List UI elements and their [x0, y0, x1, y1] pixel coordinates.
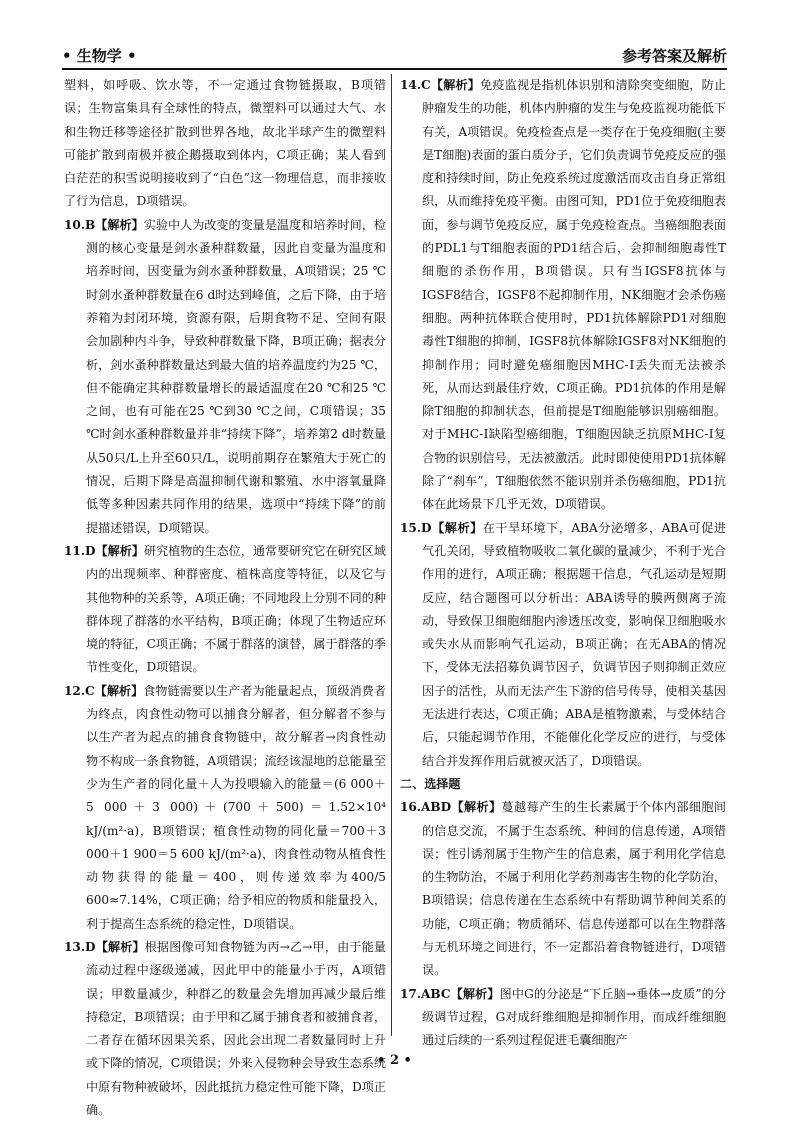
item-answer: C: [85, 683, 95, 698]
section-title: 二、选择题: [400, 776, 461, 791]
item-number: 16.: [400, 800, 422, 815]
item-text: 根据图像可知食物链为丙→乙→甲，由于能量流动过程中逐级递减，因此甲中的能量小于丙，A项错误；甲数量减少，种群乙的数量会先增加再减少最后维持稳定，B项错误；由于甲和乙属于捕食者和被捕食者，二者存在循环因果关系，因此会出现二者数量同时上升或下降的情况，C项错误；外来入侵物种会导致生态系统中原有物种被破坏，因此抵抗力稳定性可能下降，D项正确。: [86, 939, 386, 1118]
answer-item-13: [64, 936, 386, 1122]
item-number: 17.: [400, 986, 422, 1001]
answer-item-17: [400, 983, 726, 1053]
item-answer: C: [421, 78, 431, 92]
answer-item-12: [64, 680, 386, 936]
left-column: [64, 74, 386, 1122]
analysis-tag: 【解析】: [450, 986, 500, 1001]
item-text: 蔓越莓产生的生长素属于个体内部细胞间的信息交流，不属于生态系统、种间的信息传递，A项错误；性引诱剂属于生物产生的信息素，属于利用化学信息的生物防治，不属于利用化学药剂毒害生物的化学防治，B项错误；信息传递在生态系统中有帮助调节种间关系的功能，C项正确；物质循环、信息传递都可以在生物群落与无机环境之间进行，不一定都沿着食物链进行，D项错误。: [422, 800, 726, 978]
answer-item-10: [64, 214, 386, 540]
analysis-tag: 【解析】: [431, 520, 483, 535]
item-text: 在干旱环境下，ABA分泌增多，ABA可促进气孔关闭，导致植物吸收二氧化碳的量减少，不利于光合作用的进行，A项正确；根据题干信息，气孔运动是短期反应，结合题图可以分析出：ABA诱导的膜两侧离子流动，导致保卫细胞细胞内渗透压改变，影响保卫细胞吸水或失水从而影响气孔运动，B项正确；在无ABA的情况下，受体无法招募负调节因子，负调节因子则抑制正效应因子的活性，从而无法产生下游的信号传导，使相关基因无法进行表达，C项正确；ABA是植物激素，与受体结合后，只能起调节作用，不能催化化学反应的进行，与受体结合并发挥作用后就被灭活了，D项错误。: [422, 520, 726, 768]
item-number: 12.: [64, 683, 86, 698]
item-text: 免疫监视是指机体识别和清除突变细胞，防止肿瘤发生的功能，机体内肿瘤的发生与免疫监视功能低下有关，A项错误。免疫检查点是一类存在于免疫细胞(主要是T细胞)表面的蛋白质分子，它们负责调节免疫反应的强度和持续时间，防止免疫系统过度激活而攻击自身正常组织，从而维持免疫平衡。由图可知，PD1位于免疫细胞表面，参与调节免疫反应，属于免疫检查点。当癌细胞表面的PDL1与T细胞表面的PD1结合后，会抑制细胞毒性T细胞的杀伤作用，B项错误。只有当IGSF8抗体与IGSF8结合，IGSF8不起抑制作用，NK细胞才会杀伤癌细胞。两种抗体联合使用时，PD1抗体解除PD1对细胞毒性T细胞的抑制，IGSF8抗体解除IGSF8对NK细胞的抑制作用；同时避免癌细胞因MHC-Ⅰ丢失而无法被杀死，从而达到最佳疗效，C项正确。PD1抗体的作用是解除T细胞的抑制状态，但前提是T细胞能够识别癌细胞。对于MHC-Ⅰ缺陷型癌细胞，T细胞因缺乏抗原MHC-Ⅰ复合物的识别信号，无法被激活。此时即使使用PD1抗体解除了“刹车”，T细胞依然不能识别并杀伤癌细胞，PD1抗体在此场景下几乎无效，D项错误。: [422, 78, 726, 512]
page-number: • 2 •: [377, 1053, 412, 1068]
answer-item-14: [400, 74, 726, 517]
item-answer: D: [85, 543, 96, 558]
item-text: 图中G的分泌是“下丘脑→垂体→皮质”的分级调节过程，G对成纤维细胞是抑制作用，而成纤维细胞通过后续的一系列过程促进毛囊细胞产: [422, 986, 726, 1048]
item-text: 实验中人为改变的变量是温度和培养时间，检测的核心变量是剑水蚤种群数量，因此自变量为温度和培养时间，因变量为剑水蚤种群数量，A项错误；25 ℃时剑水蚤种群数量在6 d时达到峰值，之后下降，由于培养箱为封闭环境，资源有限，后期食物不足、空间有限会加剧种内斗争，导致种群数量下降，B项正确；据表分析，剑水蚤种群数量达到最大值的培养温度约为25 ℃，但不能确定其种群数量增长的最适温度在20 ℃和25 ℃之间，也有可能在25 ℃到30 ℃之间，C项错误；35 ℃时剑水蚤种群数量并非“持续下降”，培养第2 d时数量从50只/L上升至60只/L，说明前期存在繁殖大于死亡的情况，后期下降是高温抑制代谢和繁殖、水中溶氧量降低等多种因素共同作用的结果，选项中“持续下降”的前提描述错误，D项错误。: [86, 217, 386, 535]
item-answer: ABD: [421, 800, 452, 815]
answer-item-16: [400, 796, 726, 982]
analysis-tag: 【解析】: [451, 800, 502, 815]
item-number: 14.: [400, 78, 422, 92]
item-number: 11.: [64, 543, 86, 558]
item-answer: D: [85, 939, 96, 954]
item-number: 13.: [64, 939, 86, 954]
item-answer: B: [85, 217, 96, 232]
item-text: 研究植物的生态位，通常要研究它在研究区域内的出现频率、种群密度、植株高度等特征，以及它与其他物种的关系等，A项正确；不同地段上分别不同的种群体现了群落的水平结构，B项正确；体现了生物适应环境的特征，C项正确；不属于群落的演替，属于群落的季节性变化，D项错误。: [86, 543, 386, 675]
header-title: 参考答案及解析: [621, 47, 727, 65]
analysis-tag: 【解析】: [430, 78, 481, 92]
analysis-tag: 【解析】: [94, 683, 144, 698]
item-text: 食物链需要以生产者为能量起点，顶级消费者为终点，肉食性动物可以捕食分解者，但分解者不参与以生产者为起点的捕食食物链中，故分解者→肉食性动物不构成一条食物链，A项错误；流经该湿地的总能量至少为生产者的同化量＋人为投喂输入的能量＝(6 000＋5 000＋3 000)＋(700＋500)＝1.52×10⁴ kJ/(m²·a)，B项错误；植食性动物的同化量＝700＋3 000＋1 900＝5 600 kJ/(m²·a)，肉食性动物从植食性动物获得的能量＝400，则传递效率为400/5 600≈7.14%，C项正确；给予相应的物质和能量投入，利于提高生态系统的稳定性，D项错误。: [86, 683, 386, 931]
analysis-tag: 【解析】: [95, 217, 144, 232]
answer-item-11: [64, 540, 386, 680]
answer-item-15: [400, 517, 726, 773]
right-column: [400, 74, 726, 1052]
item-answer: D: [421, 520, 432, 535]
analysis-tag: 【解析】: [95, 939, 145, 954]
continuation-paragraph: 塑料，如呼吸、饮水等，不一定通过食物链摄取，B项错误；生物富集具有全球性的特点，微塑料可以通过大气、水和生物迁移等途径扩散到世界各地，故北半球产生的微塑料可能扩散到南极并被企鹅摄取到体内，C项正确；某人看到白茫茫的积雪说明接收到了“白色”这一物理信息，而非接收了行为信息，D项错误。: [64, 78, 386, 209]
item-number: 10.: [64, 217, 86, 232]
header-subject: • 生物学 •: [62, 47, 137, 65]
page-header: [62, 44, 727, 66]
analysis-tag: 【解析】: [95, 543, 144, 558]
header-rule: [62, 68, 727, 70]
item-answer: ABC: [421, 986, 451, 1001]
item-number: 15.: [400, 520, 422, 535]
